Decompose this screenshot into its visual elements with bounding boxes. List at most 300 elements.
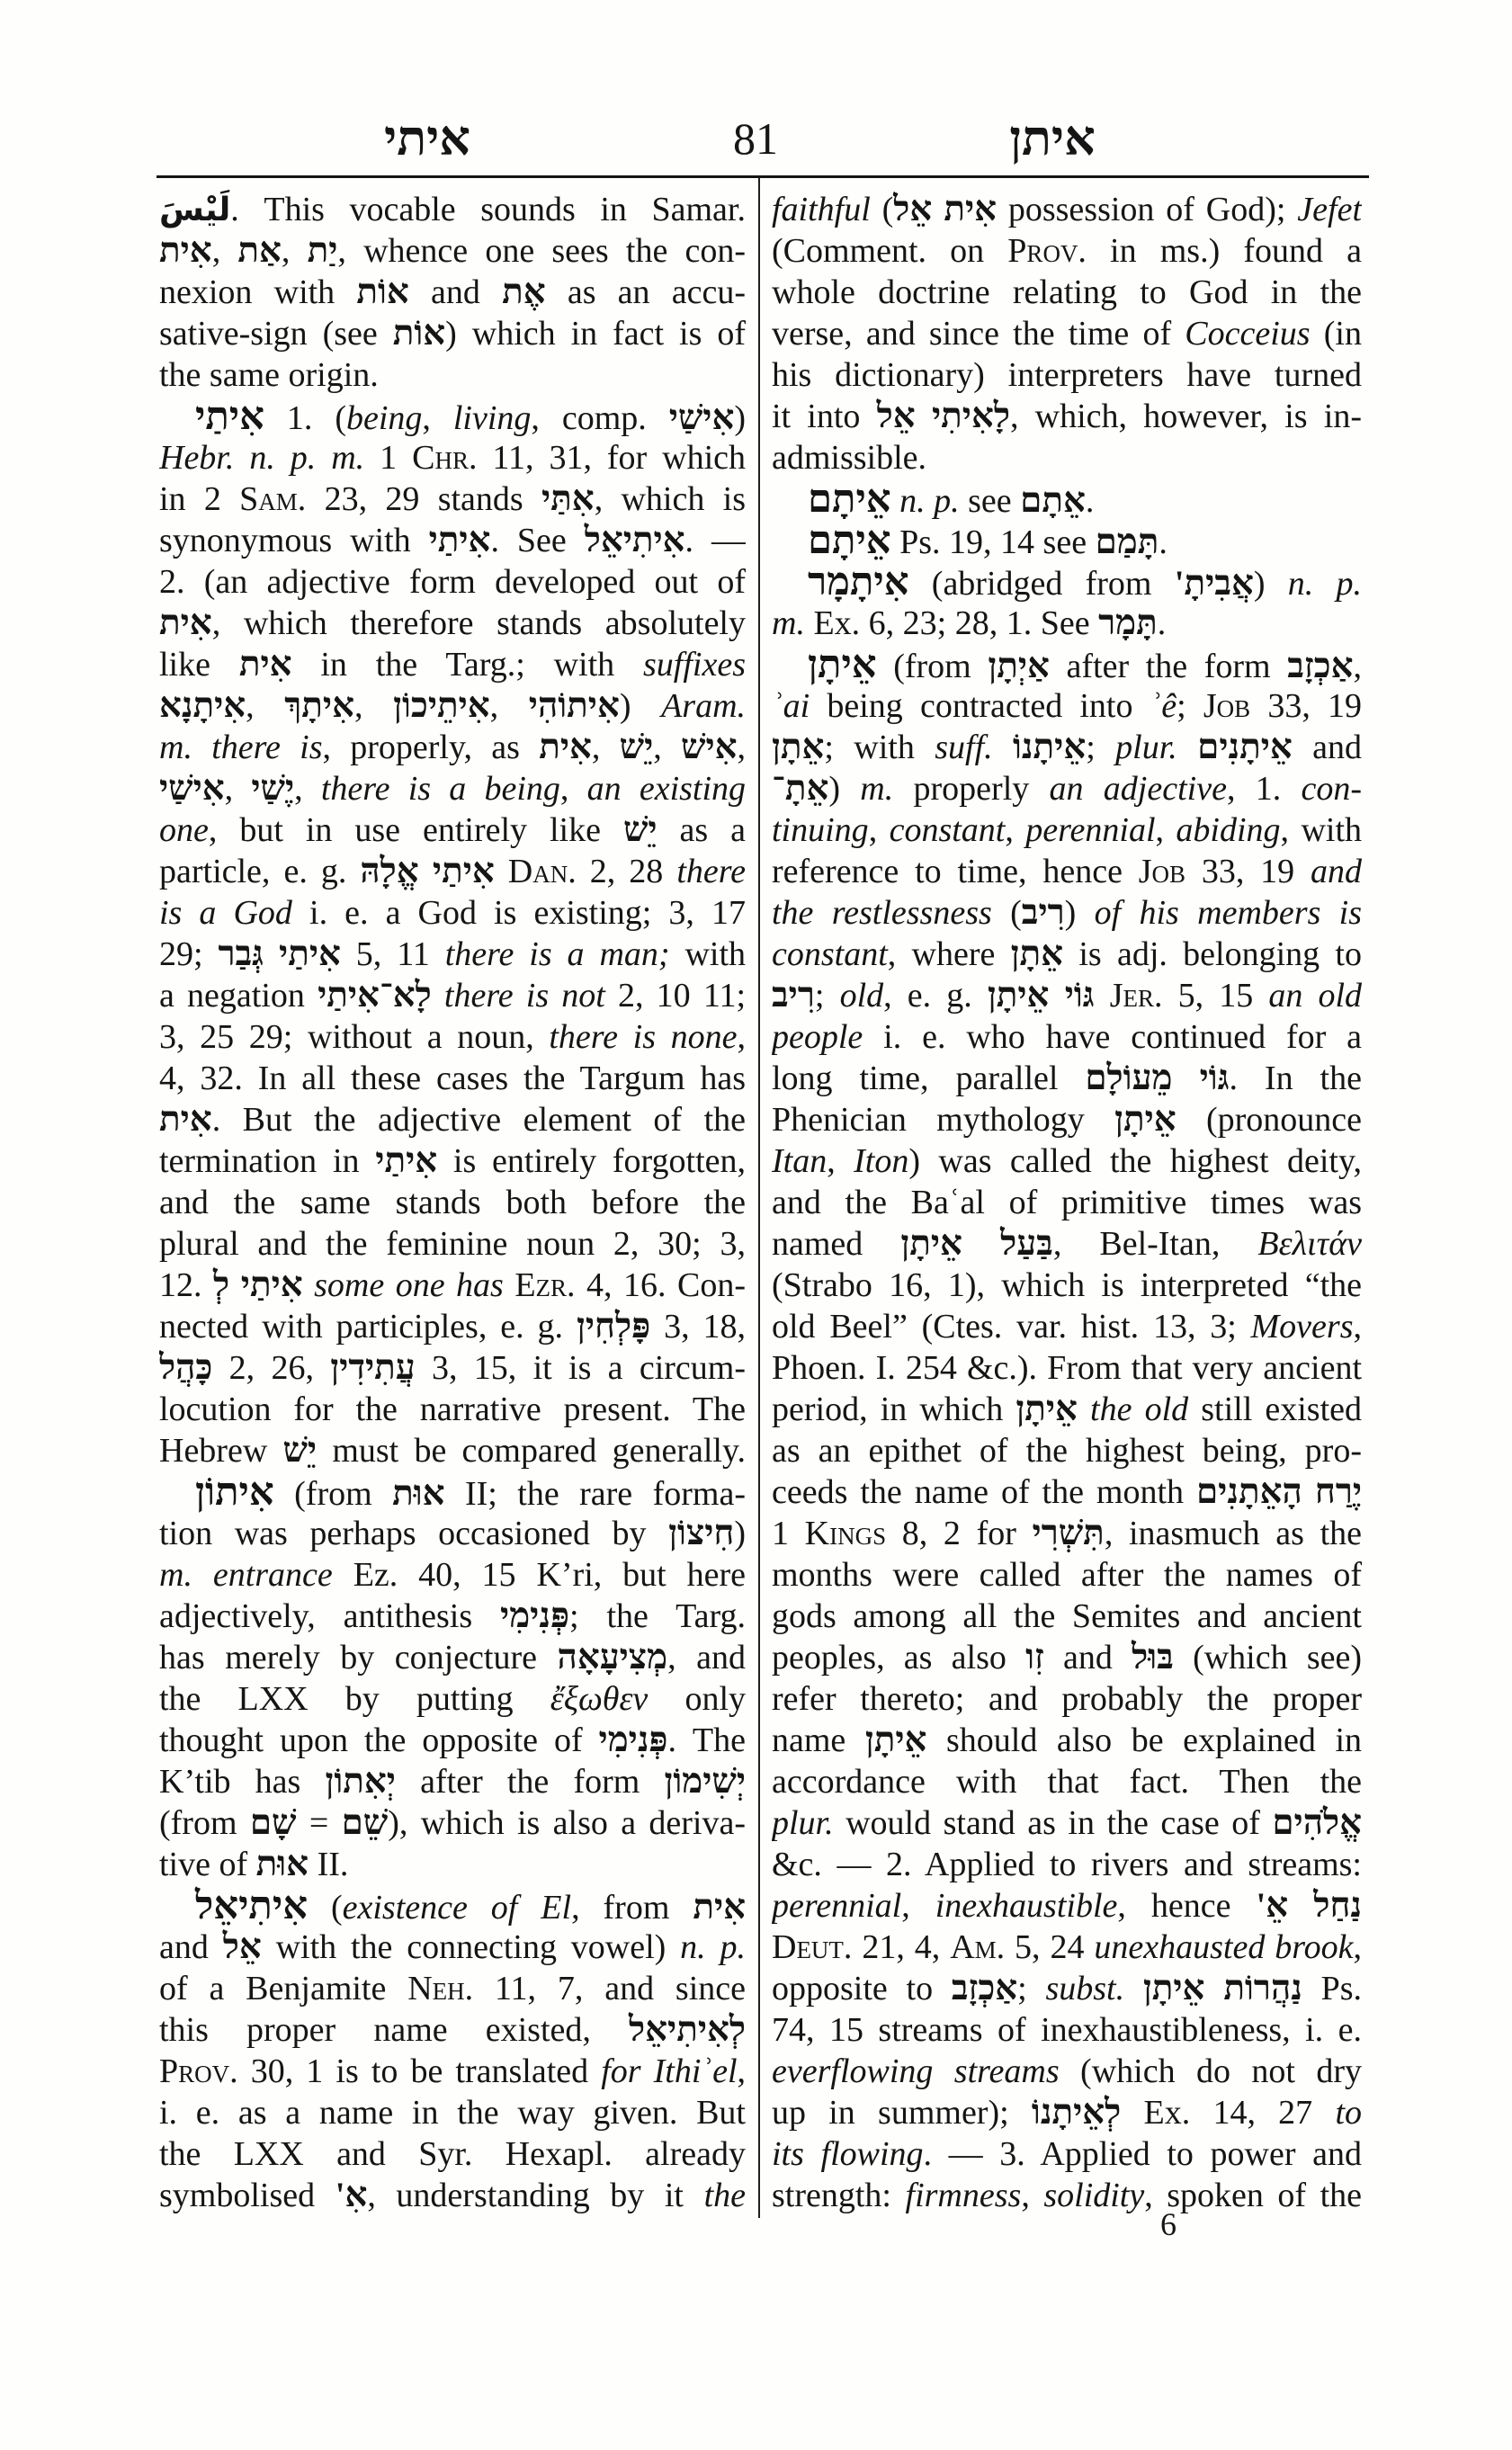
text-run [303,1266,314,1304]
italic-run: faithful [772,191,871,228]
text-line [772,1968,1362,2009]
text-run: , comp. [531,399,669,437]
hebrew-word: אוּת [392,1474,445,1513]
text-run: 2, 26, [212,1349,331,1387]
text-run: Ex. 14, 27 [1121,2094,1336,2132]
text-run: ; [1017,1970,1046,2007]
text-line [159,1513,746,1554]
text-run: this proper name existed, [159,2011,630,2049]
text-run: locution for the narrative present. The [159,1390,746,1428]
text-line [159,768,746,809]
text-run: 11, 31, for which [477,439,746,477]
text-run: would stand as in the case of [833,1804,1273,1842]
text-line [772,1554,1362,1596]
entry-start-line [772,561,1362,603]
running-head-right: איתן [1009,112,1096,165]
text-run: , [281,232,308,270]
text-run: 5, 11 [340,935,445,973]
italic-run: plur. [772,1804,834,1842]
text-run: , [901,1887,935,1925]
entry-start-line [772,644,1362,685]
text-run: opposite to [772,1970,952,2007]
text-run: ), which is also a deriva- [388,1804,746,1842]
text-run: in ms.) found a [1086,232,1362,270]
text-line [159,354,746,396]
italic-run: being [345,399,423,437]
hebrew-word: יֶרַח הָאֵתָנִים [1196,1472,1362,1511]
text-run: 1 [772,1515,805,1552]
hebrew-word: עֲתִידִין [330,1348,416,1387]
text-line [159,603,746,644]
text-run: . This vocable sounds in Samar. [230,191,746,228]
headword: אִיתָמָר [808,561,909,603]
hebrew-word: פְּנִימִי [500,1596,570,1635]
text-run: , [1353,1928,1362,1966]
hebrew-word: תָּמָר [1098,604,1158,642]
italic-run: some one has [314,1266,504,1304]
entry-start-line [159,1471,746,1513]
text-run: ; [814,977,840,1015]
italic-run: living [452,399,532,437]
text-run: ( [308,1889,343,1927]
hebrew-word: לְאֵיתָנוֹ [1031,2093,1122,2132]
text-run: 5, 15 [1162,977,1269,1015]
text-run: 3, 18, [650,1308,746,1346]
text-run [504,1266,514,1304]
hebrew-word: אִישַׁי [668,398,735,437]
text-run: i. e. as a name in the way given. But [159,2094,746,2132]
text-run: and the same stands both before the [159,1184,746,1221]
book-reference: Jer. [1109,977,1163,1015]
hebrew-word: שָׁם [249,1803,297,1842]
italic-run: the [703,2177,746,2214]
hebrew-word: לְאִיתִיאֵל [629,2010,746,2049]
text-line [159,1927,746,1968]
text-line [159,2009,746,2051]
text-run: (from [159,1804,250,1842]
text-line [772,272,1362,313]
left-column [159,189,746,2216]
text-run: . [1157,604,1167,642]
italic-run: and [1311,853,1362,890]
text-run: 3, 25 29; without a noun, [159,1018,550,1056]
text-line [772,2051,1362,2092]
hebrew-word: אַת [237,231,282,270]
text-line [159,644,746,685]
text-run: after the form [395,1763,665,1801]
text-run: ; the Targ. [569,1597,746,1635]
text-run: thought upon the opposite of [159,1721,599,1759]
italic-run: Cocceius [1185,315,1311,353]
text-run: 12. [159,1266,213,1304]
text-line [159,1265,746,1306]
text-run: long time, parallel [772,1060,1086,1097]
text-run: 1 [364,439,413,477]
italic-run: an existing [586,770,746,808]
italic-run: Hebr. n. p. m. [159,439,365,477]
hebrew-word: פָּלְחִין [576,1307,651,1346]
text-line [772,2175,1362,2216]
text-line [159,2133,746,2175]
text-line [772,313,1362,354]
text-run: Phoen. I. 254 &c.). From that very ancient [772,1349,1362,1387]
italic-run: n. p. [680,1928,746,1966]
text-line [159,1844,746,1885]
italic-run: there [676,853,746,890]
text-line [159,2175,746,2216]
hebrew-word: כָּהֲל [159,1348,213,1387]
hebrew-word: אִתַּי [541,479,595,518]
text-line [772,1182,1362,1223]
hebrew-word: אֵתָם [1020,481,1086,520]
text-run: 33, 19 [1250,687,1362,725]
text-run: and [1292,729,1362,766]
book-reference: Ezr. [514,1266,576,1304]
text-run: , which is [594,480,746,518]
text-line [159,561,746,603]
hebrew-word: אִישׁ [681,728,738,766]
hebrew-word: אִיתָךְ [284,686,354,725]
hebrew-word: אִיתַי גְּבַר [218,934,341,973]
hebrew-word: יַת [307,231,338,270]
text-run [993,729,1013,766]
text-line [772,975,1362,1016]
text-run: and [159,1928,223,1966]
text-run: refer thereto; and probably the proper [772,1680,1362,1718]
text-run: , [559,770,587,808]
text-line [159,313,746,354]
text-line [159,189,746,230]
text-run: , [422,399,453,437]
text-run: , [353,687,394,725]
hebrew-word: אוֹת [356,273,409,311]
hebrew-word: גּוֹי מֵעוֹלָם [1085,1059,1230,1097]
italic-run: solidity [1043,2177,1145,2214]
hebrew-word: אֵתָן [772,728,825,766]
text-run: , 1. [1226,770,1302,808]
greek-word: Βελιτάν [1257,1225,1362,1263]
text-line [159,851,746,892]
italic-run: for Ithiʾel [601,2052,738,2090]
text-run: , [737,729,746,766]
italic-run: there is not [443,977,605,1015]
hebrew-word: אִיתַי [375,1141,438,1180]
text-run: Phenician mythology [772,1101,1115,1139]
text-run: possession of God); [997,191,1298,228]
text-line [772,1223,1362,1265]
italic-run: abiding [1176,811,1281,849]
text-line [159,1554,746,1596]
text-run: i. e. a God is existing; 3, 17 [291,894,746,932]
text-line [772,1306,1362,1347]
italic-run: an adjective [1049,770,1227,808]
text-run: , [1353,1308,1362,1346]
text-run: in the Targ.; with [291,646,644,684]
text-line [772,1430,1362,1471]
text-run: Ps. [1302,1970,1362,2007]
text-run: particle, e. g. [159,853,361,890]
text-run: with the connecting vowel) [261,1928,681,1966]
italic-run: one [159,811,209,849]
text-line [159,230,746,272]
italic-run: there is a man; [444,935,670,973]
text-run: sative-sign (see [159,315,393,353]
italic-run: perennial [1025,811,1156,849]
text-run: . — [684,522,746,559]
text-run: , and [667,1639,746,1677]
text-run: ) which in fact is of [445,315,746,353]
text-line [159,437,746,478]
hebrew-word: אֵיתָן [1015,1390,1078,1428]
text-run: 29; [159,935,219,973]
text-line [159,1223,746,1265]
italic-run: Movers [1250,1308,1354,1346]
text-line [772,1927,1362,1968]
text-run: 5, 24 [1005,1928,1095,1966]
text-run: should also be explained in [926,1721,1362,1759]
book-reference: Neh. [407,1970,474,2007]
book-reference: Dan. [507,853,577,890]
text-run: , but in use entirely like [208,811,623,849]
text-run: , [1353,648,1362,685]
text-run: 23, 29 stands [306,480,541,518]
column-divider [758,178,760,2218]
book-reference: Job [1138,853,1186,890]
text-line [772,1513,1362,1554]
text-run: 4, 16. Con- [575,1266,746,1304]
italic-run: Jefet [1297,191,1362,228]
right-column [772,189,1362,2216]
text-line [159,478,746,520]
text-run: admissible. [772,439,927,477]
hebrew-word: יֵשׁ [282,1431,318,1470]
text-line [772,396,1362,437]
text-line [772,1058,1362,1099]
text-run: 30, 1 is to be translated [237,2052,602,2090]
text-run: must be compared generally. [317,1432,746,1470]
text-run: tion was perhaps occasioned by [159,1515,669,1552]
text-line [159,1430,746,1471]
text-line [159,727,746,768]
hebrew-word: אֵיתָנוֹ [1013,728,1087,766]
text-run: , [1005,811,1026,849]
text-run: , hence [1117,1887,1257,1925]
italic-run: n. p. [1287,565,1362,603]
text-line [772,603,1362,644]
hebrew-word: אִיתָנָא [159,686,246,725]
text-line [159,1761,746,1802]
text-line [772,1016,1362,1058]
arabic-word: لَيْسَ [159,191,231,228]
italic-run: plur. [1115,729,1177,766]
text-run: (which see) [1173,1639,1362,1677]
italic-run: is a God [159,894,292,932]
italic-run: constant [772,935,888,973]
signature-mark: 6 [1160,2206,1176,2242]
hebrew-word: אִית [159,231,212,270]
hebrew-word: לָא־אִיתַי [318,976,432,1015]
text-line [159,975,746,1016]
hebrew-word: אִית [539,728,592,766]
hebrew-word: תִּשְׁרִי [1032,1514,1105,1552]
hebrew-word: גּוֹי אֵיתָן [987,976,1095,1015]
hebrew-word: זִו [1025,1638,1044,1677]
text-line [159,1140,746,1182]
text-run: named [772,1225,901,1263]
italic-run: unexhausted brook [1094,1928,1354,1966]
text-run: Ex. 6, 23; 28, 1. See [804,604,1099,642]
text-run: is adj. belonging to [1063,935,1362,973]
text-run: (Strabo 16, 1), which is interpreted “the [772,1266,1362,1304]
text-run: nected with participles, e. g. [159,1308,577,1346]
hebrew-word: אַכְזָב [1287,647,1354,685]
italic-run: suff. [935,729,993,766]
text-run: . In the [1229,1060,1362,1097]
text-run: &c. — 2. Applied to rivers and streams: [772,1846,1362,1883]
text-run [1124,1970,1143,2007]
text-run [891,482,900,520]
text-run [1078,1390,1090,1428]
text-run: . [1085,482,1095,520]
text-run: , spoken of the [1144,2177,1362,2214]
text-run: (which do not dry [1059,2052,1362,2090]
hebrew-word: אֵתָן [1010,934,1064,973]
hebrew-word: רִיב [772,976,815,1015]
italic-run: of his members is [1094,894,1362,932]
text-run: up in summer); [772,2094,1032,2132]
text-run: ( [870,191,894,228]
italic-run: m. there is [159,729,323,766]
hebrew-word: אֵתָ־ [772,769,829,808]
text-line [772,851,1362,892]
italic-run: n. p. [899,482,960,520]
text-line [159,809,746,851]
text-line [159,1596,746,1637]
text-line [772,934,1362,975]
text-run: name [772,1721,865,1759]
text-run: ) [1253,565,1288,603]
text-line [772,685,1362,727]
headword: אֵיתָן [808,644,877,685]
text-run: , inasmuch as the [1104,1515,1362,1552]
text-line [159,1720,746,1761]
text-line [772,809,1362,851]
text-run: , [1021,2177,1044,2214]
text-line [772,1596,1362,1637]
text-run: , from [571,1889,693,1927]
text-run: his dictionary) interpreters have turned [772,356,1362,394]
text-run: ) was called the highest deity, [908,1142,1362,1180]
hebrew-word: אִיתַי אֱלָהּ [360,852,495,890]
italic-run: m. [772,604,805,642]
text-run [432,977,444,1015]
text-run: i. e. who have continued for a [863,1018,1362,1056]
text-line [159,685,746,727]
text-line [772,354,1362,396]
italic-run: the restlessness [772,894,992,932]
text-run: 2. (an adjective form developed out of [159,563,746,601]
text-run: 11, 7, and since [473,1970,746,2007]
text-run: Ps. 19, 14 see [890,523,1096,561]
hebrew-word: אֵיתָן [1114,1100,1176,1139]
hebrew-word: שֵׁם [341,1803,389,1842]
headword: אִיתַי [195,396,264,437]
text-run: , which therefore stands absolutely [211,604,746,642]
text-run: the LXX and Syr. Hexapl. already [159,2135,746,2173]
text-run: 3, 15, it is a circum- [415,1349,746,1387]
text-line [772,1265,1362,1306]
hebrew-word: אַיְתָן [988,647,1050,685]
text-line [772,2133,1362,2175]
headword: אִיתִיאֵל [195,1885,309,1927]
text-run: has merely by conjecture [159,1639,558,1677]
italic-run: con- [1301,770,1362,808]
text-line [159,2092,746,2133]
text-run: , understanding by it [367,2177,704,2214]
text-run: is entirely forgotten, [437,1142,746,1180]
hebrew-word: אִיתוֹהִי [528,686,620,725]
hebrew-word: אִ' [335,2176,368,2214]
hebrew-word: אֶת [502,273,546,311]
italic-run: the old [1090,1390,1189,1428]
italic-run: perennial [772,1887,902,1925]
italic-run: there is none [549,1018,738,1056]
italic-run: Iton [854,1142,909,1180]
text-line [772,1844,1362,1885]
text-run: ) [734,1515,746,1552]
text-run: with [669,935,746,973]
text-run: it into [772,398,877,435]
hebrew-word: אִיתַי לְ [212,1265,303,1304]
text-run: ; [1086,729,1116,766]
text-run: , [294,770,321,808]
text-run: , with [1280,811,1362,849]
text-run: , [653,729,682,766]
text-run: II. [309,1846,349,1883]
text-run: (abridged from [908,565,1175,603]
book-reference: Chr. [412,439,478,477]
text-run: , [868,811,890,849]
greek-word: ἔξωθεν [550,1680,649,1718]
text-run: , whence one sees the con- [337,232,746,270]
text-line [772,1802,1362,1844]
text-run: , Bel-Itan, [1052,1225,1258,1263]
headword: אֵיתָם [808,478,891,520]
text-run: 2, 28 [576,853,677,890]
text-run: tive of [159,1846,256,1883]
text-run: , [1155,811,1176,849]
hebrew-word: יֵשׁ [619,728,654,766]
entry-start-line [772,520,1362,561]
text-run: ) [734,399,746,437]
text-run: a negation [159,977,318,1015]
text-run: (from [273,1475,393,1513]
text-run: verse, and since the time of [772,315,1185,353]
text-line [772,1471,1362,1513]
text-run: ( [991,894,1022,932]
text-run: 1. ( [264,399,346,437]
hebrew-word: מְצִיעָאָה [557,1638,668,1677]
text-run: Ez. 40, 15 K’ri, but here [332,1556,746,1594]
hebrew-word: לָאִיתִי אֵל [876,397,1010,435]
text-run: and [1043,1639,1132,1677]
italic-run: ʾai [772,687,810,725]
text-run: , [246,687,285,725]
text-line [772,727,1362,768]
hebrew-word: תָּמַם [1095,523,1159,561]
text-line [772,1678,1362,1720]
book-reference: Sam. [239,480,307,518]
